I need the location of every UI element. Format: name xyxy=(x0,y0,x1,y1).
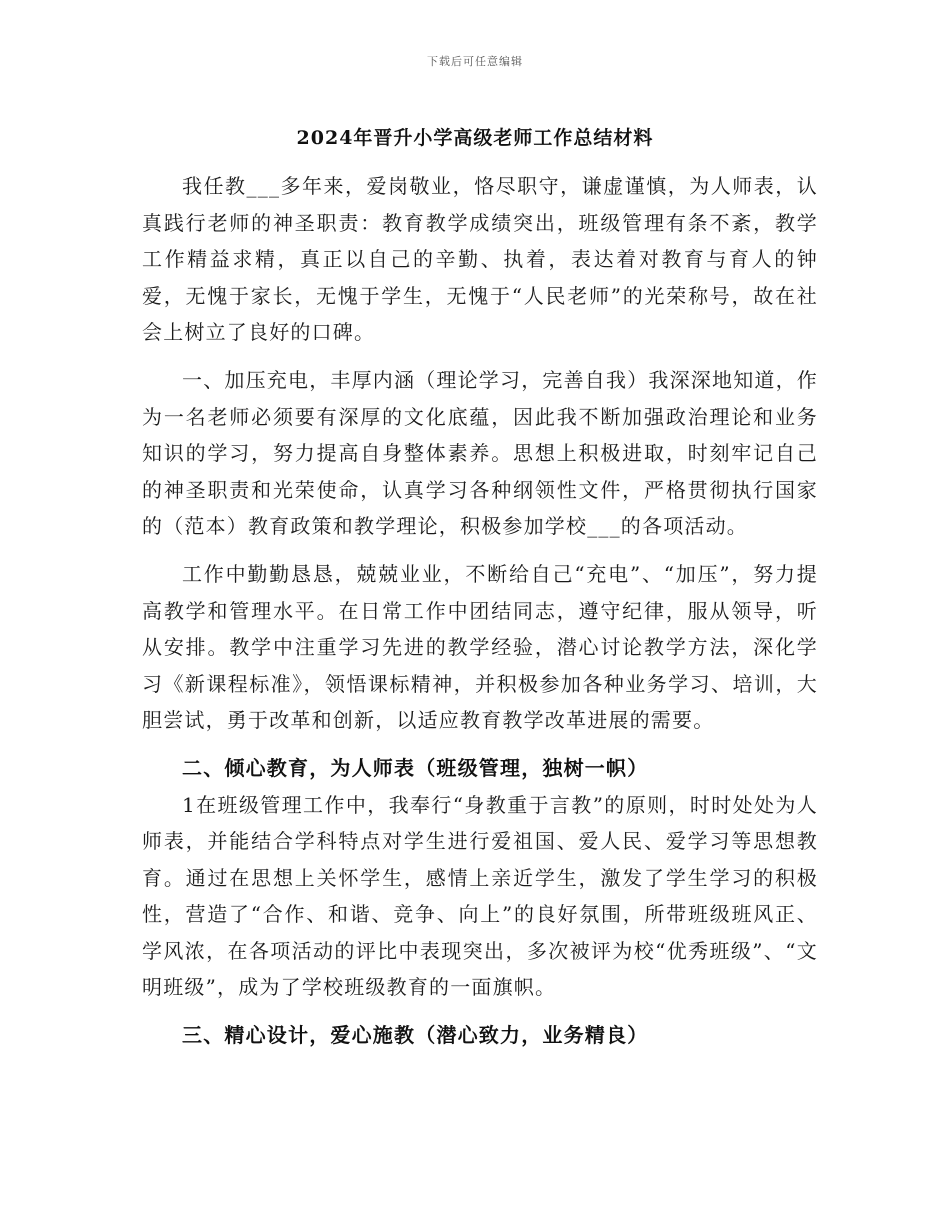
document-title: 2024年晋升小学高级老师工作总结材料 xyxy=(296,127,654,149)
header-note: 下载后可任意编辑 xyxy=(427,55,523,68)
paragraph-section-1: 一、加压充电，丰厚内涵（理论学习，完善自我）我深深地知道，作为一名老师必须要有深厚的文化底蕴，因此我不断加强政治理论和业务知识的学习，努力提高自身整体素养。思想上积极进取，时刻牢记自己的神圣职责和光荣使命，认真学习各种纲领性文件，严格贯彻执行国家的（范本）教育政策和教学理论，积极参加学校___的各项活动。 xyxy=(142,367,818,539)
paragraph-work-attitude: 工作中勤勤恳恳，兢兢业业，不断给自己“充电”、“加压”，努力提高教学和管理水平。在日常工作中团结同志，遵守纪律，服从领导，听从安排。教学中注重学习先进的教学经验，潜心讨论教学方法，深化学习《新课程标准》，领悟课标精神，并积极参加各种业务学习、培训，大胆尝试，勇于改革和创新，以适应教育教学改革进展的需要。 xyxy=(142,561,818,733)
paragraph-intro: 我任教___多年来，爱岗敬业，恪尽职守，谦虚谨慎，为人师表，认真践行老师的神圣职责：教育教学成绩突出，班级管理有条不紊，教学工作精益求精，真正以自己的辛勤、执着，表达着对教育与育人的钟爱，无愧于家长，无愧于学生，无愧于“人民老师”的光荣称号，故在社会上树立了良好的口碑。 xyxy=(142,174,818,345)
document-body xyxy=(142,168,818,1054)
paragraph-class-management: 1在班级管理工作中，我奉行“身教重于言教”的原则，时时处处为人师表，并能结合学科特点对学生进行爱祖国、爱人民、爱学习等思想教育。通过在思想上关怀学生，感情上亲近学生，激发了学生学习的积极性，营造了“合作、和谐、竞争、向上”的良好氛围，所带班级班风正、学风浓，在各项活动的评比中表现突出，多次被评为校“优秀班级”、“文明班级”，成为了学校班级教育的一面旗帜。 xyxy=(142,792,818,1000)
section-heading-3: 三、精心设计，爱心施教（潜心致力，业务精良） xyxy=(182,1023,649,1048)
section-heading-2: 二、倾心教育，为人师表（班级管理，独树一帜） xyxy=(182,755,649,780)
